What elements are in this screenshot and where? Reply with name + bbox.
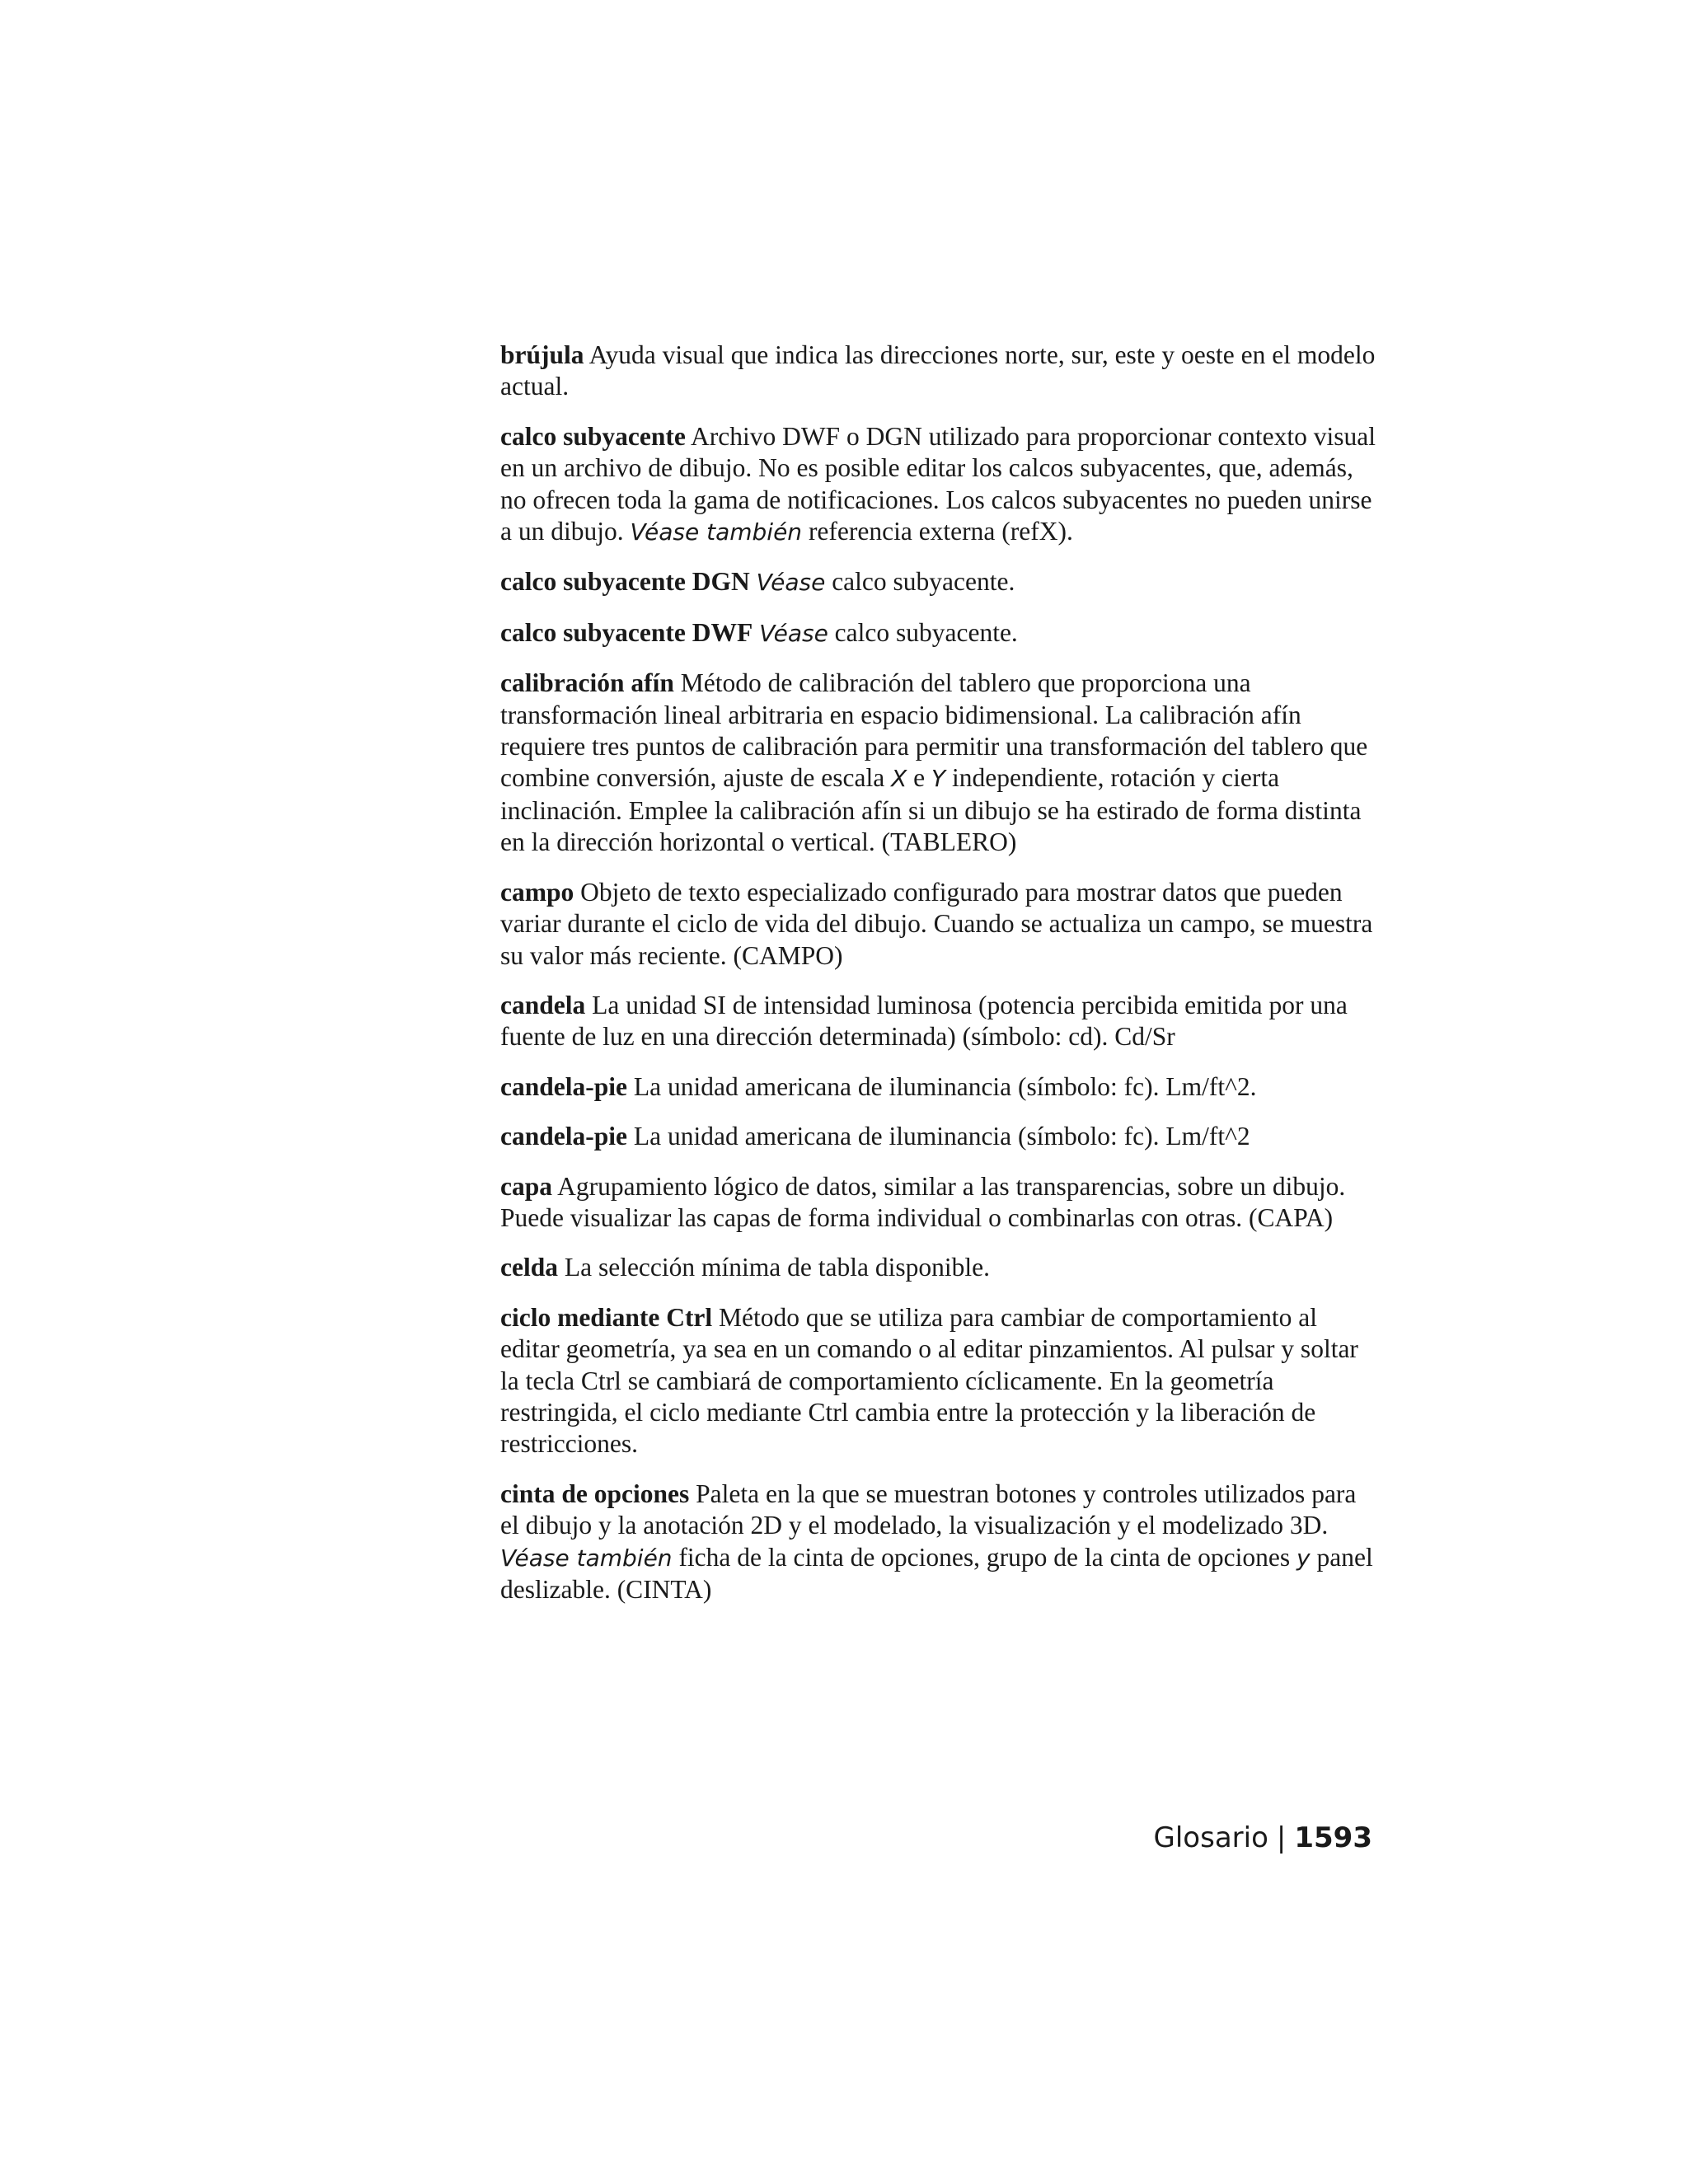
glossary-term: campo xyxy=(500,877,574,907)
glossary-definition-text xyxy=(750,567,757,596)
footer-section-title: Glosario xyxy=(1153,1821,1268,1854)
glossary-entry xyxy=(500,1252,1378,1283)
glossary-entry xyxy=(500,990,1378,1053)
glossary-definition-text: La unidad americana de iluminancia (símbolo: fc). Lm/ft^2. xyxy=(627,1071,1257,1101)
glossary-term: celda xyxy=(500,1253,558,1282)
glossary-term: cinta de opciones xyxy=(500,1479,690,1508)
glossary-italic-text: y xyxy=(1296,1544,1311,1572)
glossary-entries xyxy=(500,340,1378,1624)
glossary-entry xyxy=(500,877,1378,972)
glossary-definition-text: Método de calibración del tablero que proporciona una transformación lineal arbitraria en espacio bidimensional. La calibración afín requiere tres puntos de calibración para permitir una transformación del tablero que combine conversión, ajuste de escala xyxy=(500,668,1368,793)
glossary-italic-text: Véase también xyxy=(500,1544,673,1572)
glossary-italic-text: Véase xyxy=(756,569,826,597)
glossary-entry xyxy=(500,1479,1378,1606)
glossary-term: candela-pie xyxy=(500,1122,627,1151)
glossary-term: calibración afín xyxy=(500,668,674,698)
glossary-term: candela xyxy=(500,990,586,1019)
page-footer xyxy=(1154,1820,1372,1856)
glossary-definition-text: calco subyacente. xyxy=(828,617,1018,647)
glossary-entry xyxy=(500,617,1378,649)
glossary-term: capa xyxy=(500,1171,552,1201)
glossary-term: candela-pie xyxy=(500,1071,627,1101)
glossary-entry xyxy=(500,566,1378,598)
glossary-term: calco subyacente DWF xyxy=(500,617,753,647)
glossary-italic-text: Véase también xyxy=(630,518,803,546)
glossary-italic-text: Y xyxy=(931,765,946,793)
glossary-definition-text: Objeto de texto especializado configurado para mostrar datos que pueden variar durante el ciclo de vida del dibujo. Cuando se actualiza un campo, se muestra su valor más reciente. (CAMPO) xyxy=(500,877,1373,970)
glossary-italic-text: X xyxy=(891,765,907,793)
glossary-definition-text: Método que se utiliza para cambiar de comportamiento al editar geometría, ya sea en un comando o al editar pinzamientos. Al pulsar y soltar la tecla Ctrl se cambiará de comportamiento cíclicamente. En la geometría restringida, el ciclo mediante Ctrl cambia entre la protección y la liberación de restricciones. xyxy=(500,1302,1358,1459)
glossary-definition-text: independiente, rotación y cierta inclinación. Emplee la calibración afín si un dibujo se ha estirado de forma distinta en la dirección horizontal o vertical. (TABLERO) xyxy=(500,763,1362,857)
glossary-definition-text: ficha de la cinta de opciones, grupo de la cinta de opciones xyxy=(672,1542,1297,1572)
glossary-entry xyxy=(500,1071,1378,1103)
glossary-definition-text: La selección mínima de tabla disponible. xyxy=(557,1253,990,1282)
glossary-italic-text: Véase xyxy=(759,619,828,647)
glossary-definition-text: La unidad americana de iluminancia (símbolo: fc). Lm/ft^2 xyxy=(627,1122,1250,1151)
glossary-entry xyxy=(500,1121,1378,1152)
glossary-entry xyxy=(500,1171,1378,1235)
glossary-term: calco subyacente xyxy=(500,421,686,451)
page-number: 1593 xyxy=(1294,1821,1372,1854)
glossary-definition-text: La unidad SI de intensidad luminosa (potencia percibida emitida por una fuente de luz en una dirección determinada) (símbolo: cd). Cd/Sr xyxy=(500,990,1348,1052)
glossary-definition-text: panel deslizable. (CINTA) xyxy=(500,1542,1373,1604)
glossary-definition-text xyxy=(753,618,759,647)
glossary-term: ciclo mediante Ctrl xyxy=(500,1302,713,1332)
glossary-entry xyxy=(500,421,1378,549)
glossary-definition-text: e xyxy=(907,763,931,793)
glossary-definition-text: Ayuda visual que indica las direcciones norte, sur, este y oeste en el modelo actual. xyxy=(500,340,1376,401)
glossary-term: calco subyacente DGN xyxy=(500,567,750,597)
glossary-definition-text: calco subyacente. xyxy=(825,567,1015,597)
glossary-definition-text: Archivo DWF o DGN utilizado para proporcionar contexto visual en un archivo de dibujo. No es posible editar los calcos subyacentes, que, además, no ofrecen toda la gama de notificaciones. Los calcos subyacentes no pueden unirse a un dibujo. xyxy=(500,421,1376,546)
glossary-definition-text: Paleta en la que se muestran botones y controles utilizados para el dibujo y la anotación 2D y el modelado, la visualización y el modelizado 3D. xyxy=(500,1479,1357,1540)
glossary-entry xyxy=(500,340,1378,403)
glossary-definition-text: referencia externa (refX). xyxy=(802,517,1073,546)
glossary-definition-text: Agrupamiento lógico de datos, similar a las transparencias, sobre un dibujo. Puede visualizar las capas de forma individual o combinarlas con otras. (CAPA) xyxy=(500,1171,1346,1232)
glossary-entry xyxy=(500,1302,1378,1460)
glossary-entry xyxy=(500,668,1378,858)
glossary-term: brújula xyxy=(500,340,584,369)
footer-separator: | xyxy=(1276,1821,1287,1854)
